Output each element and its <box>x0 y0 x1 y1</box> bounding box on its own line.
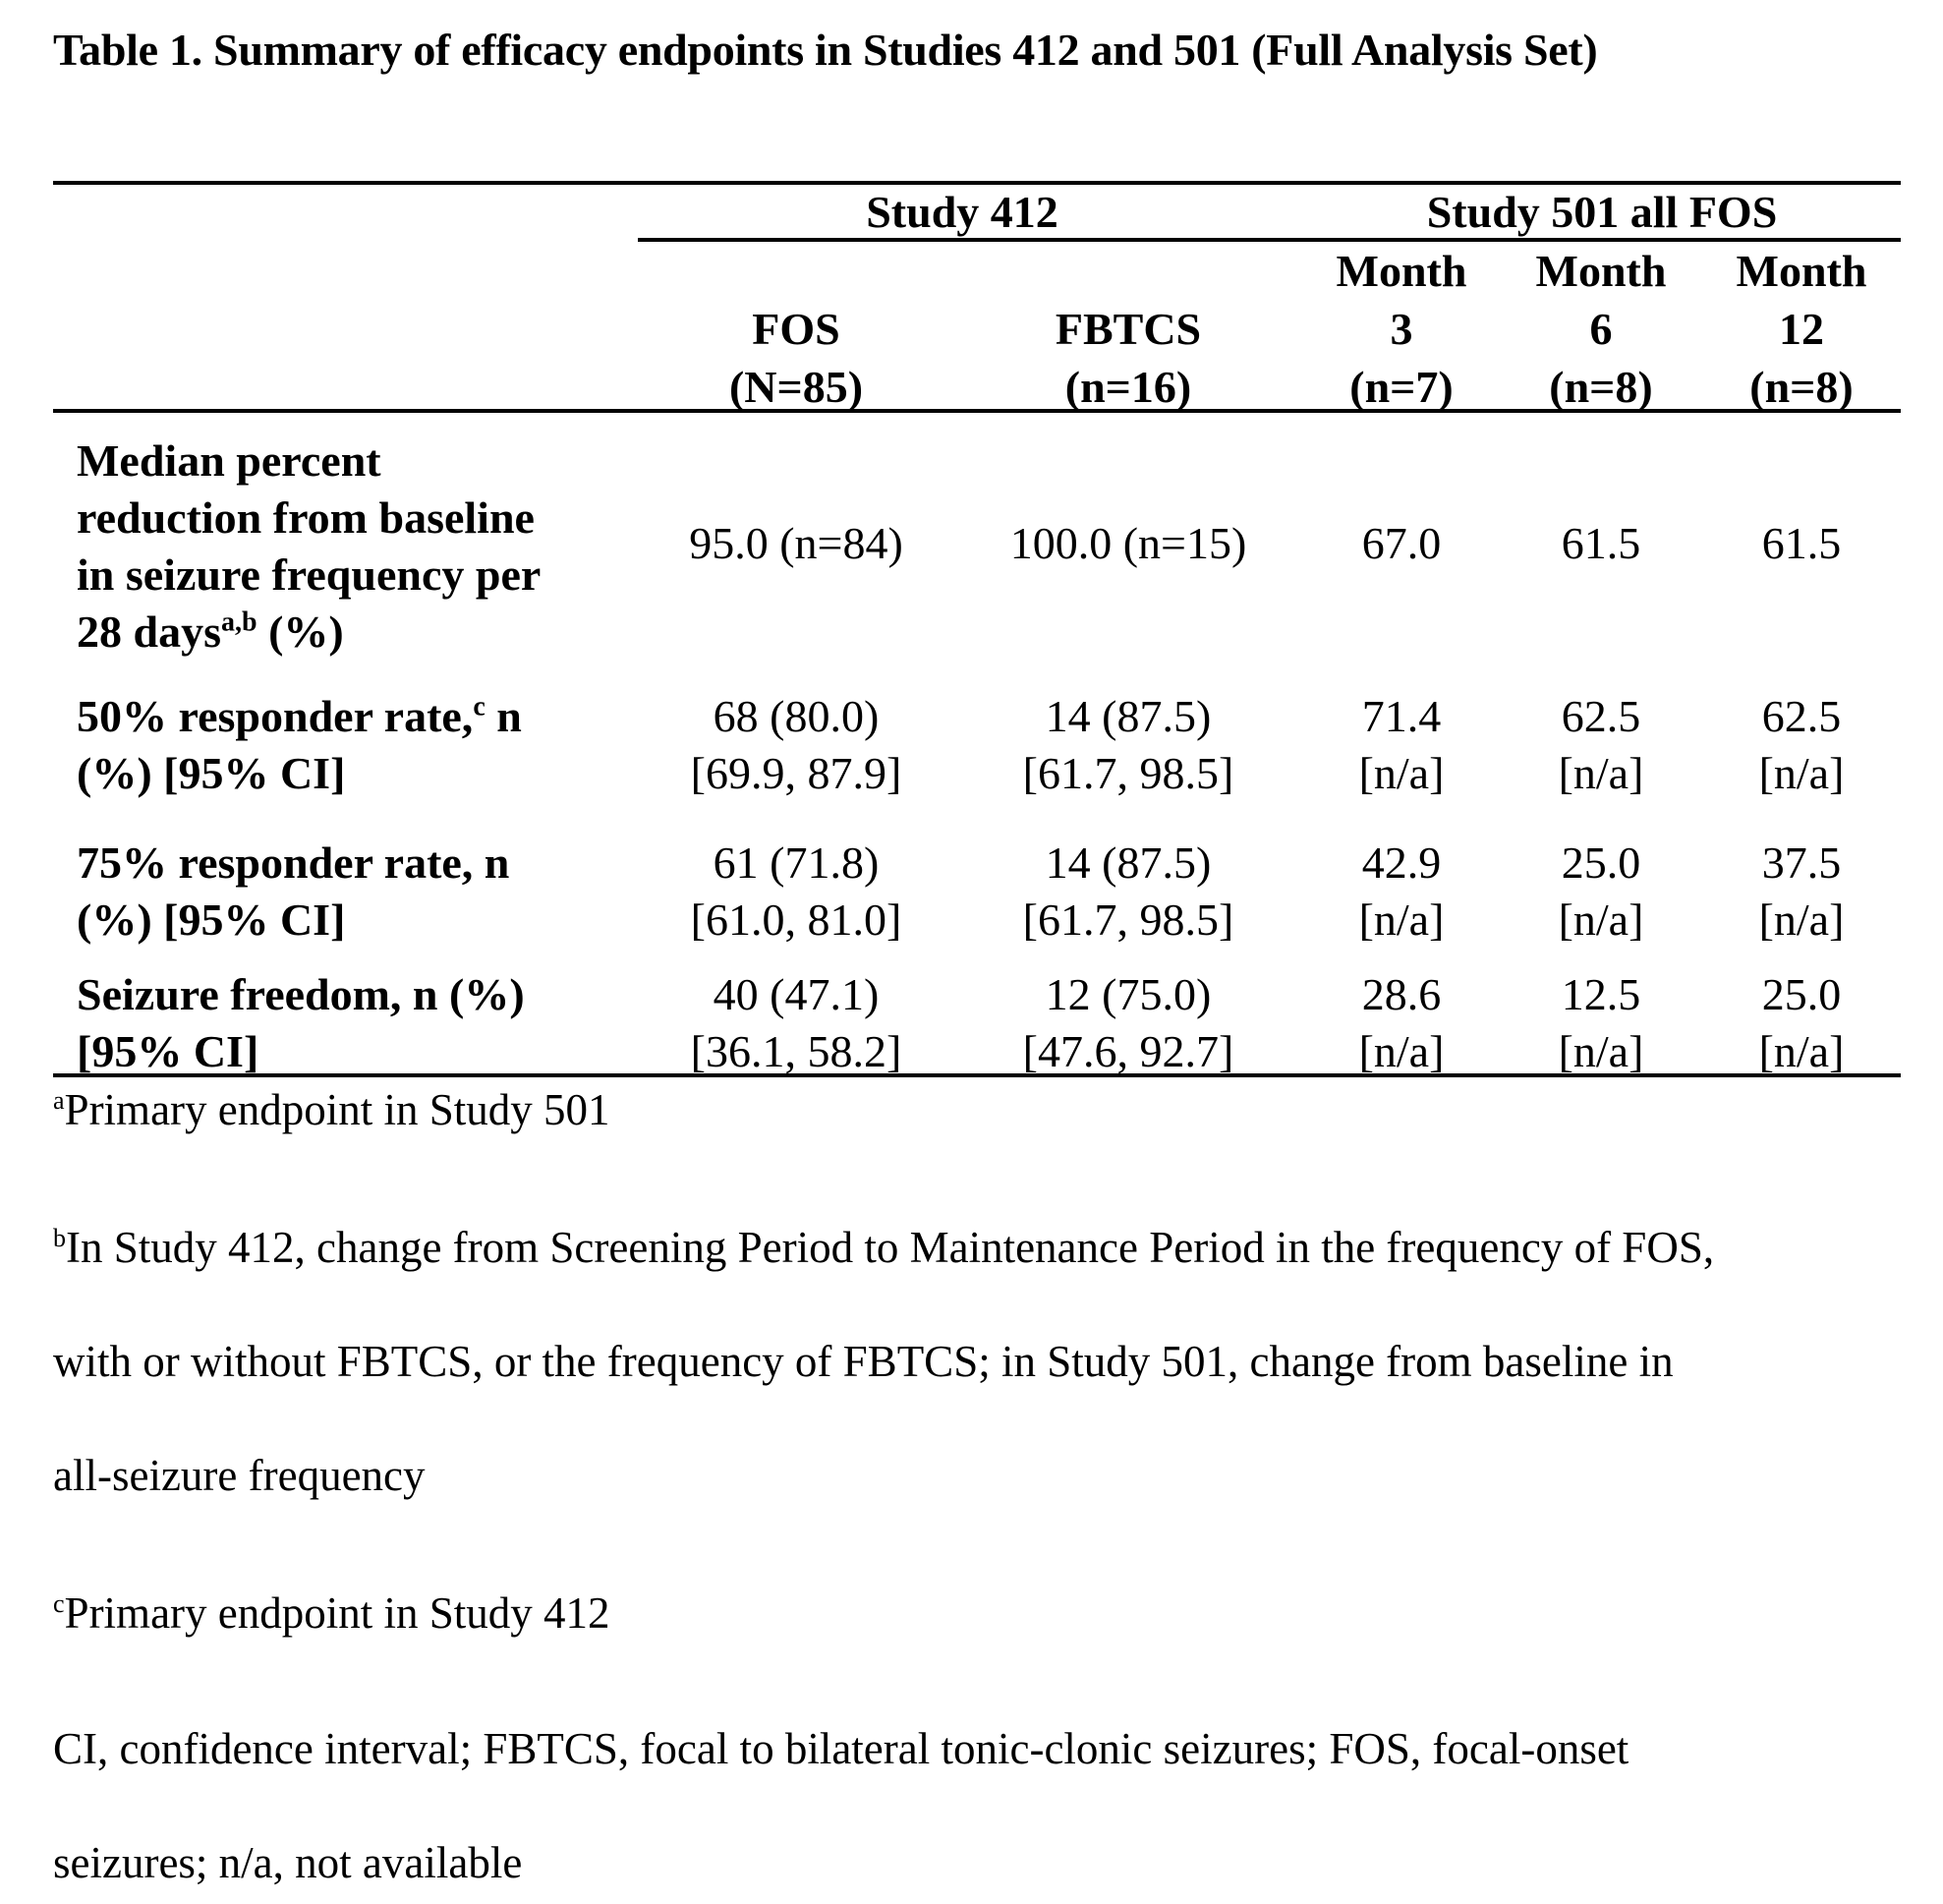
cell-value: 71.4 <box>1361 691 1442 741</box>
footnote-line: all-seizure frequency <box>53 1451 426 1500</box>
cell-value: 61.5 <box>1761 518 1842 568</box>
cell-ci: [n/a] <box>1558 894 1644 945</box>
column-header-line2: 12 <box>1779 304 1824 354</box>
row-label <box>77 966 686 1080</box>
column-header-line2: 3 <box>1390 304 1413 354</box>
row-label-line: in seizure frequency per <box>77 549 542 600</box>
cell-value: 37.5 <box>1761 837 1842 888</box>
cell-value: 95.0 (n=84) <box>689 518 903 568</box>
column-header-line1: Month <box>1535 246 1667 296</box>
row-label-line: 75% responder rate, n <box>77 837 510 888</box>
row-label-line: Seizure freedom, n (%) <box>77 969 525 1019</box>
row-label-tail: n <box>485 691 522 741</box>
cell-value: 25.0 <box>1561 837 1641 888</box>
row-label <box>77 688 686 802</box>
group-header-study-501: Study 501 all FOS <box>1426 187 1778 237</box>
cell-value: 40 (47.1) <box>713 969 880 1019</box>
row-label-line: (%) [95% CI] <box>77 748 346 798</box>
footnote-text: In Study 412, change from Screening Period to Maintenance Period in the frequency of FOS, <box>66 1223 1715 1272</box>
row-label <box>77 433 607 661</box>
footnote-marker: a <box>53 1086 65 1115</box>
cell-value: 68 (80.0) <box>713 691 880 741</box>
cell-ci: [n/a] <box>1358 748 1445 798</box>
cell-ci: [69.9, 87.9] <box>690 748 902 798</box>
column-header-line3: (n=8) <box>1549 362 1653 412</box>
row-label-line <box>77 604 607 661</box>
footnote-marker: b <box>53 1224 66 1252</box>
abbreviation-line: seizures; n/a, not available <box>53 1838 523 1887</box>
footnote-a <box>53 1081 610 1138</box>
column-header-line1: Month <box>1336 246 1467 296</box>
footnote-marker: c <box>473 691 486 722</box>
table-title: Table 1. Summary of efficacy endpoints in Studies 412 and 501 (Full Analysis Set) <box>53 25 1598 75</box>
column-header-line3: (n=8) <box>1749 362 1854 412</box>
column-header-line2: 6 <box>1589 304 1613 354</box>
cell-ci: [n/a] <box>1758 748 1845 798</box>
cell-value: 100.0 (n=15) <box>1009 518 1247 568</box>
cell-ci: [n/a] <box>1758 894 1845 945</box>
row-label-line: [95% CI] <box>77 1026 259 1076</box>
row-label-line: reduction from baseline <box>77 492 535 543</box>
row-label-text: 50% responder rate, <box>77 691 474 741</box>
footnote-line <box>53 1219 1714 1276</box>
cell-value: 14 (87.5) <box>1045 837 1212 888</box>
cell-value: 61.5 <box>1561 518 1641 568</box>
column-header-line2: FBTCS <box>1055 304 1202 354</box>
cell-value: 67.0 <box>1361 518 1442 568</box>
cell-ci: [n/a] <box>1758 1026 1845 1076</box>
footnote-text: Primary endpoint in Study 501 <box>64 1085 610 1134</box>
row-label-line <box>77 688 686 745</box>
row-label-text: 28 days <box>77 606 221 657</box>
footnote-text: Primary endpoint in Study 412 <box>64 1588 610 1638</box>
cell-value: 61 (71.8) <box>713 837 880 888</box>
cell-value: 14 (87.5) <box>1045 691 1212 741</box>
cell-value: 42.9 <box>1361 837 1442 888</box>
footnote-marker: c <box>53 1589 65 1618</box>
cell-ci: [61.7, 98.5] <box>1022 748 1234 798</box>
row-label-line: (%) [95% CI] <box>77 894 346 945</box>
cell-ci: [n/a] <box>1358 894 1445 945</box>
column-header-line3: (n=16) <box>1064 362 1192 412</box>
group-header-study-412: Study 412 <box>866 187 1058 237</box>
row-label-line: Median percent <box>77 435 381 486</box>
cell-value: 12.5 <box>1561 969 1641 1019</box>
cell-ci: [n/a] <box>1558 1026 1644 1076</box>
cell-value: 25.0 <box>1761 969 1842 1019</box>
cell-value: 12 (75.0) <box>1045 969 1212 1019</box>
row-label-tail: (%) <box>257 606 344 657</box>
column-header-line3: (N=85) <box>728 362 864 412</box>
column-header-line1: Month <box>1736 246 1867 296</box>
cell-value: 62.5 <box>1561 691 1641 741</box>
footnote-c <box>53 1585 610 1642</box>
column-header-line2: FOS <box>752 304 840 354</box>
cell-value: 62.5 <box>1761 691 1842 741</box>
row-label <box>77 835 686 949</box>
abbreviation-line: CI, confidence interval; FBTCS, focal to bilateral tonic-clonic seizures; FOS, focal-onset <box>53 1724 1629 1773</box>
footnote-marker: a,b <box>220 606 257 638</box>
cell-ci: [61.7, 98.5] <box>1022 894 1234 945</box>
cell-ci: [n/a] <box>1558 748 1644 798</box>
footnote-line: with or without FBTCS, or the frequency of FBTCS; in Study 501, change from baseline in <box>53 1337 1674 1386</box>
cell-ci: [47.6, 92.7] <box>1022 1026 1234 1076</box>
cell-ci: [n/a] <box>1358 1026 1445 1076</box>
cell-ci: [61.0, 81.0] <box>690 894 902 945</box>
cell-ci: [36.1, 58.2] <box>690 1026 902 1076</box>
column-header-line3: (n=7) <box>1349 362 1454 412</box>
cell-value: 28.6 <box>1361 969 1442 1019</box>
